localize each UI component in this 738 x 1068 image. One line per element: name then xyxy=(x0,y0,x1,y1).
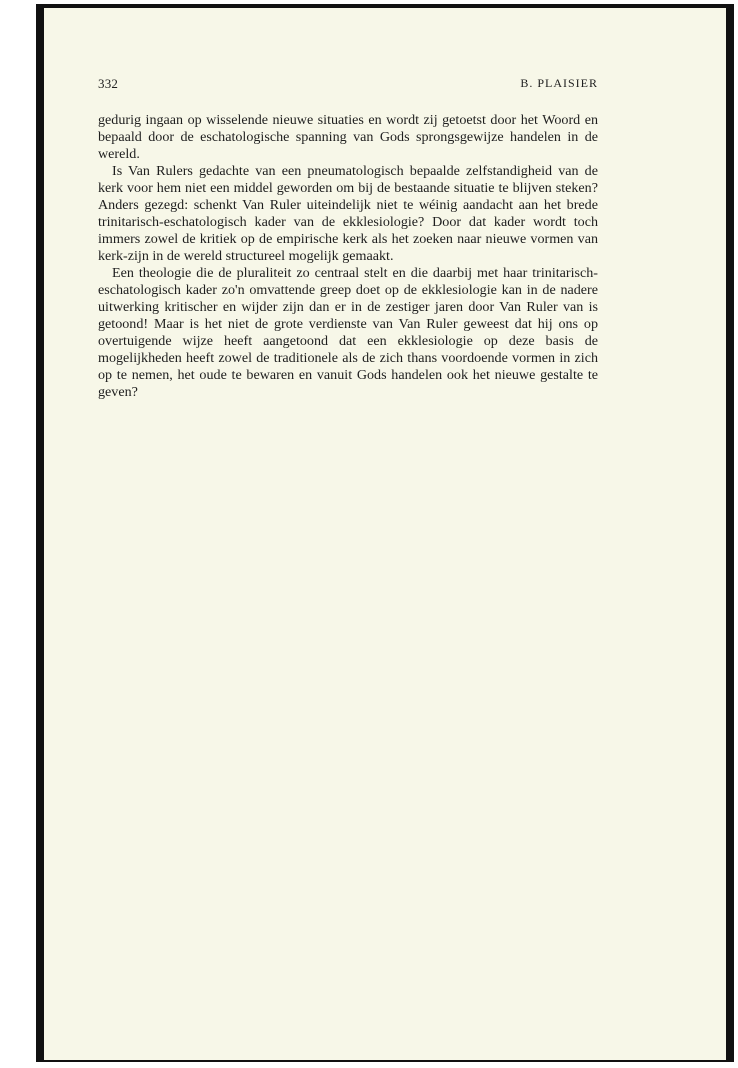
running-head-author: B. PLAISIER xyxy=(520,76,598,90)
paragraph-conclusion: Een theologie die de pluraliteit zo centraal stelt en die daarbij met haar trinitarisch-eschatologisch kader zo'n omvattende greep doet op de ekklesiologie kan in de nadere uitwerking kritischer en wijder zijn dan er in de zestiger jaren door Van Ruler van is getoond! Maar is het niet de grote verdienste van Van Ruler geweest dat hij ons op overtuigende wijze heeft aangetoond dat een ekklesiologie op deze basis de mogelijkheden heeft zowel de traditionele als de zich thans voordoende vormen in zich op te nemen, het oude te bewaren en vanuit Gods handelen ook het nieuwe gestalte te geven? xyxy=(98,265,598,400)
paragraph-continuation: gedurig ingaan op wisselende nieuwe situaties en wordt zij getoetst door het Woord en bepaald door de eschatologische spanning van Gods sprongsgewijze handelen in de wereld. xyxy=(98,112,598,162)
paragraph-question: Is Van Rulers gedachte van een pneumatologisch bepaalde zelfstandigheid van de kerk voor hem niet een middel geworden om bij de bestaande situatie te blijven steken? Anders gezegd: schenkt Van Ruler uiteindelijk niet te wéinig aandacht aan het brede trinitarisch-eschatologisch kader van de ekklesiologie? Door dat kader wordt toch immers zowel de kritiek op de empirische kerk als het zoeken naar nieuwe vormen van kerk-zijn in de wereld structureel mogelijk gemaakt. xyxy=(98,163,598,264)
page-number: 332 xyxy=(98,76,119,91)
page-header xyxy=(98,76,598,96)
body-text xyxy=(98,112,598,401)
